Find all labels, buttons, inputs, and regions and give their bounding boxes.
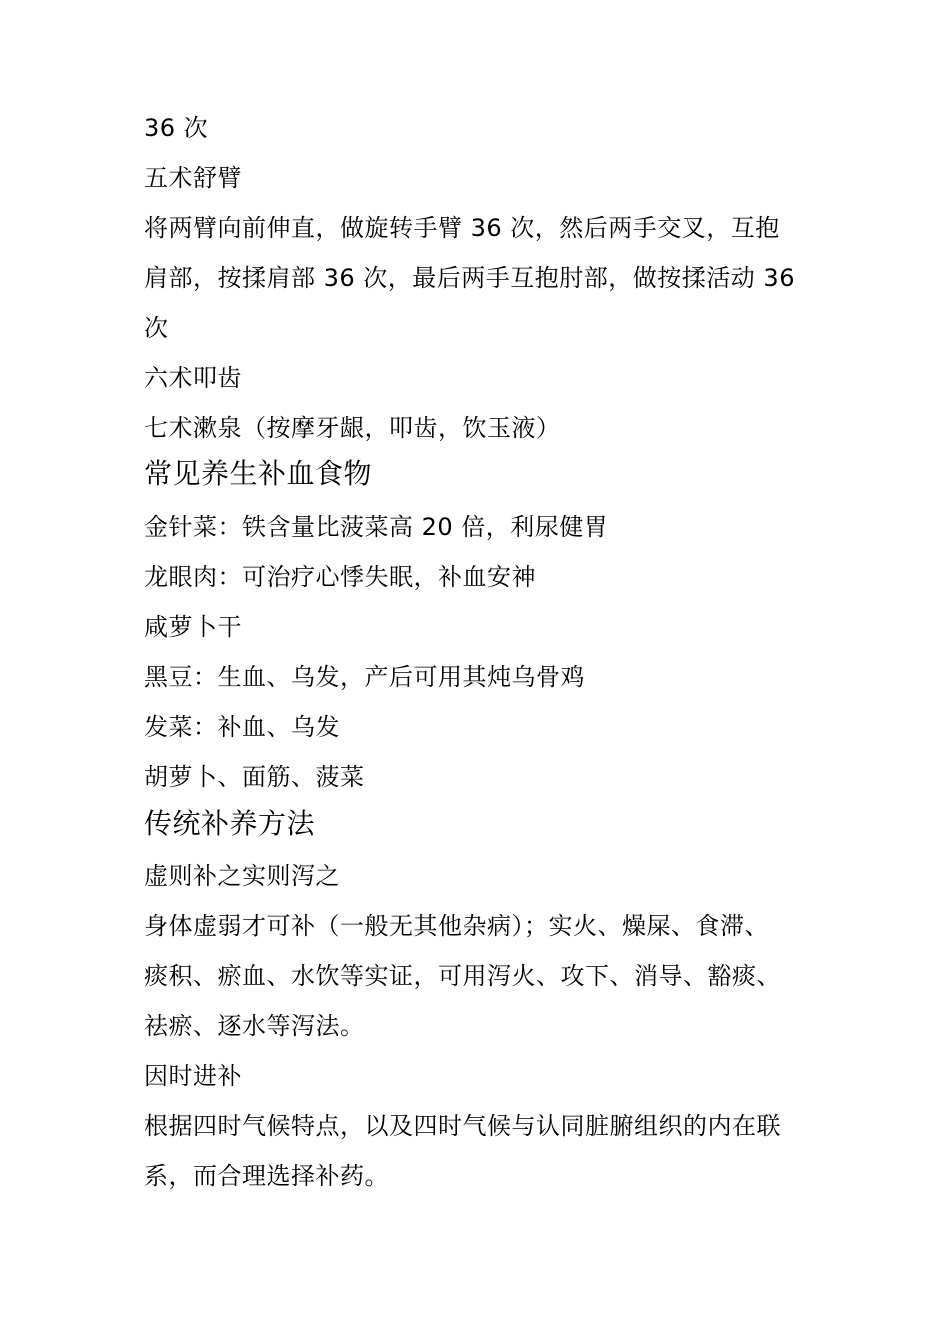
section-subheading: 虚则补之实则泻之	[144, 862, 340, 890]
text-line: 金针菜：铁含量比菠菜高 20 倍，利尿健胃	[144, 513, 609, 541]
text-line: 系，而合理选择补药。	[144, 1162, 389, 1190]
section-subheading: 因时进补	[144, 1062, 242, 1090]
section-subheading: 六术叩齿	[144, 364, 242, 392]
section-subheading: 七术漱泉（按摩牙龈，叩齿，饮玉液）	[144, 414, 561, 442]
text-line: 次	[144, 314, 169, 342]
section-subheading: 五术舒臂	[144, 164, 242, 192]
section-heading: 传统补养方法	[144, 807, 316, 840]
text-line: 祛瘀、逐水等泻法。	[144, 1012, 365, 1040]
text-line: 根据四时气候特点，以及四时气候与认同脏腑组织的内在联	[144, 1112, 781, 1140]
section-heading: 常见养生补血食物	[144, 457, 373, 490]
text-line: 将两臂向前伸直，做旋转手臂 36 次，然后两手交叉，互抱	[144, 214, 780, 242]
text-line: 36 次	[144, 114, 209, 142]
text-line: 痰积、瘀血、水饮等实证，可用泻火、攻下、消导、豁痰、	[144, 962, 781, 990]
text-line: 龙眼肉：可治疗心悸失眠，补血安神	[144, 563, 536, 591]
text-line: 肩部，按揉肩部 36 次，最后两手互抱肘部，做按揉活动 36	[144, 264, 795, 292]
text-line: 身体虚弱才可补（一般无其他杂病）；实火、燥屎、食滞、	[144, 912, 769, 940]
text-line: 咸萝卜干	[144, 613, 242, 641]
text-line: 胡萝卜、面筋、菠菜	[144, 763, 365, 791]
text-line: 黑豆：生血、乌发，产后可用其炖乌骨鸡	[144, 663, 585, 691]
text-line: 发菜：补血、乌发	[144, 713, 340, 741]
